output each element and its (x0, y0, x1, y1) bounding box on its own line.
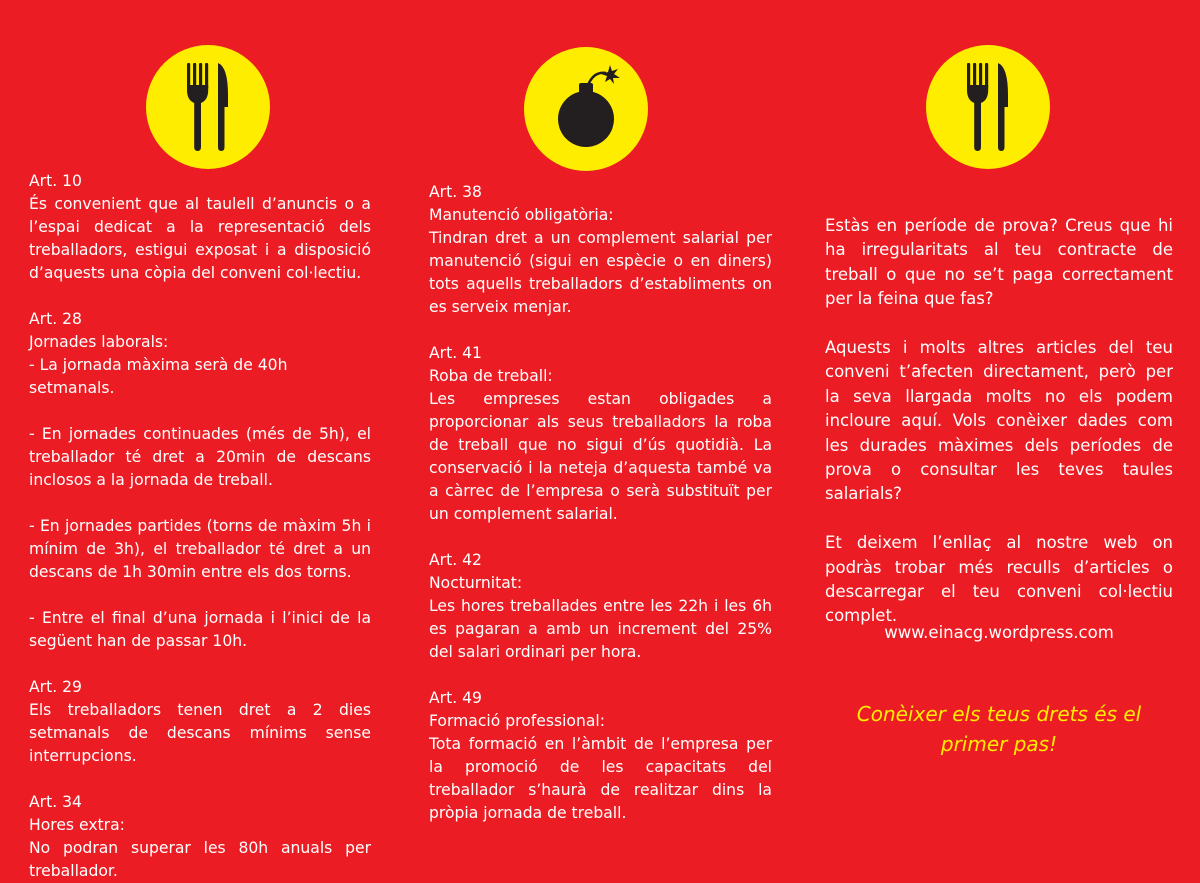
fork-knife-circle-left (146, 45, 270, 169)
article-subtitle: Roba de treball: (429, 367, 553, 385)
article-title: Art. 28 (29, 310, 82, 328)
article-subtitle: Nocturnitat: (429, 574, 523, 592)
article-title: Art. 38 (429, 183, 482, 201)
link-paragraph: Et deixem l’enllaç al nostre web on podràs trobar més reculls d’articles o descarregar el teu conveni col·lectiu complet. (825, 533, 1173, 626)
article-body: Les empreses estan obligades a proporcionar als seus treballadors la roba de treball que no sigui d’ús quotidià. La conservació i la neteja d’aquesta també va a càrrec de l’empresa o serà substituït per un complement salarial. (429, 390, 772, 523)
article-body: - En jornades continuades (més de 5h), el treballador té dret a 20min de descans inclosos a la jornada de treball. (29, 425, 371, 489)
column-left (29, 170, 371, 883)
article-42 (429, 549, 772, 664)
article-title: Art. 41 (429, 344, 482, 362)
article-49 (429, 687, 772, 825)
article-body: No podran superar les 80h anuals per treballador. (29, 839, 371, 880)
website-link[interactable]: www.einacg.wordpress.com (884, 623, 1114, 642)
article-body: - En jornades partides (torns de màxim 5h i mínim de 3h), el treballador té dret a un descans de 1h 30min entre els dos torns. (29, 517, 371, 581)
fork-knife-icon (146, 45, 270, 169)
article-body: Tota formació en l’àmbit de l’empresa per la promoció de les capacitats del treballador s’haurà de realitzar dins la pròpia jornada de treball. (429, 735, 772, 822)
article-28-p2 (29, 423, 371, 492)
article-subtitle: Manutenció obligatòria: (429, 206, 614, 224)
bomb-circle (524, 47, 648, 171)
article-34 (29, 791, 371, 883)
info-paragraph: Aquests i molts altres articles del teu conveni t’afecten directament, però per la seva llargada molts no els podem incloure aquí. Vols conèixer dades com les durades màximes dels períodes de prova o consultar les teves taules salarials? (825, 338, 1173, 504)
article-body: Tindran dret a un complement salarial per manutenció (sigui en espècie o en diners) tots aquells treballadors d’establiments on es serveix menjar. (429, 229, 772, 316)
article-body: Les hores treballades entre les 22h i les 6h es pagaran a amb un increment del 25% del salari ordinari per hora. (429, 597, 772, 661)
article-41 (429, 342, 772, 526)
article-body: És convenient que al taulell d’anuncis o a l’espai dedicat a la representació dels treballadors, estigui exposat i a disposició d’aquests una còpia del conveni col·lectiu. (29, 195, 371, 282)
article-title: Art. 29 (29, 678, 82, 696)
article-body: - La jornada màxima serà de 40h setmanals. (29, 356, 288, 397)
bomb-icon (524, 47, 648, 171)
article-28 (29, 308, 371, 400)
article-title: Art. 49 (429, 689, 482, 707)
article-subtitle: Formació professional: (429, 712, 605, 730)
fork-knife-icon (926, 45, 1050, 169)
column-middle (429, 181, 772, 825)
fork-knife-circle-right (926, 45, 1050, 169)
article-title: Art. 10 (29, 172, 82, 190)
article-29 (29, 676, 371, 768)
article-28-p3 (29, 515, 371, 584)
article-28-p4 (29, 607, 371, 653)
article-body: - Entre el final d’una jornada i l’inici de la següent han de passar 10h. (29, 609, 371, 650)
article-title: Art. 34 (29, 793, 82, 811)
article-38 (429, 181, 772, 319)
article-body: Els treballadors tenen dret a 2 dies setmanals de descans mínims sense interrupcions. (29, 701, 371, 765)
article-title: Art. 42 (429, 551, 482, 569)
column-right (825, 214, 1173, 629)
slogan: Conèixer els teus drets és el primer pas! (856, 702, 1142, 756)
article-subtitle: Hores extra: (29, 816, 125, 834)
article-subtitle: Jornades laborals: (29, 333, 169, 351)
intro-paragraph: Estàs en període de prova? Creus que hi ha irregularitats al teu contracte de treball o que no se’t paga correctament per la feina que fas? (825, 216, 1173, 309)
article-10 (29, 170, 371, 285)
